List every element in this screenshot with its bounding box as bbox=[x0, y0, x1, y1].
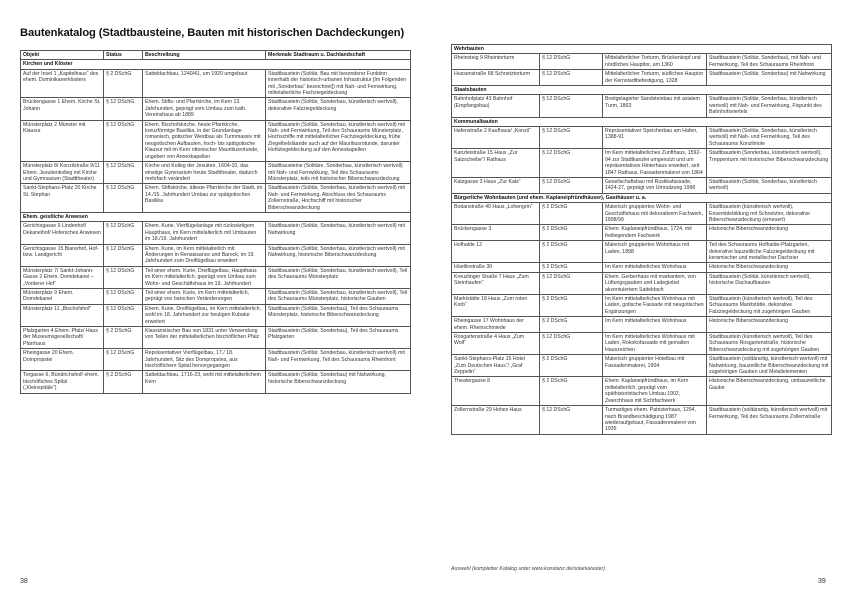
cell-beschreibung: Ehem. Kaplaneipfründhaus, 1724, mit freiliegendem Fachwerk bbox=[603, 225, 707, 241]
cell-merkmale: Stadtbaustein (Solitär, Sonderbau, künstlerisch wertvoll), Teil des Schauraums Münsterplatz, historische Gauben bbox=[266, 289, 411, 305]
cell-objekt: Bahnhofplatz 43 Bahnhof (Empfangsbau) bbox=[452, 95, 540, 117]
section-row bbox=[452, 45, 832, 54]
cell-objekt: Hüetlinstraße 30 bbox=[452, 263, 540, 272]
cell-beschreibung: Klassizistischer Bau von 1831 unter Verwendung von Teilen der mittelalterlichen bischöflichen Pfalz bbox=[143, 327, 266, 349]
page-title: Bautenkatalog (Stadtbausteine, Bauten mit historischen Dachdeckungen) bbox=[20, 27, 405, 39]
cell-status: § 2 DSchG bbox=[104, 327, 143, 349]
section-label: Kommunalbauten bbox=[452, 117, 832, 126]
table-row bbox=[452, 177, 832, 193]
cell-objekt: Sankt-Stephans-Platz 20 Kirche St. Stephan bbox=[21, 184, 104, 213]
cell-status: § 12 DSchG bbox=[540, 149, 603, 178]
table-row bbox=[21, 327, 411, 349]
cell-beschreibung: Im Kern mittelalterliches Wohnhaus mit Laden, gotische Fassade mit neugotischen Ergänzungen bbox=[603, 295, 707, 317]
cell-merkmale: Stadtbaustein (Solitär, Sonderbau, künstlerisch wertvoll) mit Nah- und Fernwirkung, Teil des Schauraums Münsterplatz, Hochschiffe mit mittelalterlicher Fachziegeldeckung, frühe Ziegelbelsläande auch auf der Mauritiusrotunde, darunter Hohlziegeldeckung auf den Annexkapellen bbox=[266, 120, 411, 161]
table-row bbox=[452, 225, 832, 241]
cell-status: § 2 DSchG bbox=[540, 241, 603, 263]
cell-beschreibung: Malerisch gruppierter Hotelbau mit Fassadenmalerei, 1904 bbox=[603, 355, 707, 377]
cell-merkmale: Stadtbaustein (solitärartig, künstlerisch wertvoll) mit Nahwirkung, bauzeitliche Biberschwanzdeckung mit zugehörigen Gauben und Metallelementen bbox=[707, 355, 832, 377]
cell-merkmale: Historische Biberschwanzdeckung bbox=[707, 263, 832, 272]
section-row bbox=[452, 193, 832, 202]
cell-beschreibung: Ehem. Kurie, Vierflügelanlage mit rückwärtigem Haupthaus, im Kern mittelalterlich mit Umbauten im 18./19. Jahrhundert bbox=[143, 222, 266, 244]
cell-objekt: Münsterplatz 11 „Bischofshof“ bbox=[21, 304, 104, 326]
cell-status: § 12 DSchG bbox=[104, 349, 143, 371]
cell-objekt: Pfalzgarten 4 Ehem. Pfalz/ Haus der Museumsgesellschaft/ Pfarrhaus bbox=[21, 327, 104, 349]
cell-objekt: Hofhalde 12 bbox=[452, 241, 540, 263]
cell-merkmale: Stadtbaustein (Solitär, Sonderbau), Teil des Schauraums Münsterplatz, historische Biberschwanzdeckung bbox=[266, 304, 411, 326]
table-row bbox=[21, 371, 411, 393]
cell-status: § 12 DSchG bbox=[104, 184, 143, 213]
table-row bbox=[452, 70, 832, 86]
cell-status: § 12 DSchG bbox=[104, 162, 143, 184]
cell-merkmale: Stadtbaustein (Solitär, Sonderbau, künstlerisch wertvoll) mit Nah- und Fernwirkung, Abschluss des Schauraums Zollernstraße, Hochschiff mit historischer Biberschwanzdeckung bbox=[266, 184, 411, 213]
cell-objekt: Brückengasse 1 Ehem. Kirche St. Johann bbox=[21, 98, 104, 120]
cell-merkmale: Stadtbaustein (Solitär, Sonderbau, künstlerisch wertvoll), dekorative Falzziegeldeckung bbox=[266, 98, 411, 120]
cell-status: § 12 DSchG bbox=[104, 289, 143, 305]
cell-beschreibung: Repräsentativer Vierflügelbau, 17./ 18. Jahrhundert, Sitz des Dompropstes, aus bischöflichem Spital hervorgegangen bbox=[143, 349, 266, 371]
cell-objekt: Torgasse 6, Bündrichshof/ ehem. bischöfliches Spital („Kleinspitäle“) bbox=[21, 371, 104, 393]
cell-beschreibung: Malerisch gruppiertes Wohn- und Geschäftshaus mit dekorativem Fachwerk, 1898/99 bbox=[603, 203, 707, 225]
cell-objekt: Sankt-Stephans-Platz 15 Hotel „Zum Deutschen Haus“/ „Graf Zeppelin“ bbox=[452, 355, 540, 377]
cell-status: § 12 DSchG bbox=[540, 177, 603, 193]
cell-merkmale: Stadtbaustein (Solitär, Sonderbau), mit Nah- und Fernwirkung, Teil des Schauraums Rheinfront bbox=[707, 54, 832, 70]
cell-objekt: Hafenstraße 2 Kaufhaus/ „Konzil“ bbox=[452, 127, 540, 149]
cell-merkmale: Stadtbaustein (Solitär, Sonderbau) mit Nahwirkung bbox=[707, 70, 832, 86]
cell-merkmale: Teil des Schauraums Hofhalde-Pfalzgarten, dekorative bauzeitliche Falzziegeldeckung mit keramischer und metallischer Dachzier bbox=[707, 241, 832, 263]
footnote: Auswahl (kompletter Katalog unter www.konstanz.de/solarkataster) bbox=[451, 566, 605, 572]
cell-status: § 12 DSchG bbox=[104, 304, 143, 326]
cell-status: § 12 DSchG bbox=[540, 54, 603, 70]
header-status: Status bbox=[104, 51, 143, 60]
table-row bbox=[452, 241, 832, 263]
cell-status: § 12 DSchG bbox=[540, 70, 603, 86]
cell-beschreibung: Im Kern mittelalterliches Wohnhaus mit Laden, Rokokofassade mit gemalten Hauszeichen bbox=[603, 333, 707, 355]
cell-beschreibung: Ehem. Gerberhaus mit markantem, von Lüftungsgauben und Ladegiebel akzentuiertem Satteldach bbox=[603, 272, 707, 294]
section-label: Bürgerliche Wohnbauten (und ehem. Kaplaneipfründhäuser), Gasthäuser u. a. bbox=[452, 193, 832, 202]
table-row bbox=[452, 95, 832, 117]
cell-beschreibung: Im Kern mittelalterliches Wohnhaus bbox=[603, 263, 707, 272]
page-number-right: 39 bbox=[818, 578, 826, 585]
cell-status: § 2 DSchG bbox=[540, 263, 603, 272]
cell-status: § 2 DSchG bbox=[104, 69, 143, 98]
table-body-right bbox=[452, 45, 832, 435]
cell-objekt: Rheinsteig 9 Rheintorturm bbox=[452, 54, 540, 70]
table-row bbox=[21, 184, 411, 213]
cell-objekt: Kreuzlinger Straße 7 Haus „Zum Steinhaufen“ bbox=[452, 272, 540, 294]
section-label: Wehrbauten bbox=[452, 45, 832, 54]
cell-objekt: Rosgartenstraße 4 Haus „Zum Wolf“ bbox=[452, 333, 540, 355]
section-label: Kirchen und Klöster bbox=[21, 60, 411, 69]
cell-objekt: Münsterplatz 8/ Konzilstraße 9/11 Ehem. Jesuitenkolleg mit Kirche und Gymnasium (Stadttheater) bbox=[21, 162, 104, 184]
cell-merkmale: Stadtbaustein (künstlerisch wertvoll), Teil des Schauraums Marktstätte, dekorative Falzziegeldeckung mit zugehörigen Gauben bbox=[707, 295, 832, 317]
cell-status: § 2 DSchG bbox=[540, 295, 603, 317]
table-row bbox=[21, 289, 411, 305]
cell-objekt: Münsterplatz 7/ Sankt-Johann-Gasse 2 Ehem. Domdekanei – „Vorderer Hof“ bbox=[21, 266, 104, 288]
cell-beschreibung: Gesellschaftsbau mit Rustikafassade, 1424-27, geprägt von Umnutzung 1998 bbox=[603, 177, 707, 193]
cell-status: § 2 DSchG bbox=[540, 317, 603, 333]
table-row bbox=[21, 162, 411, 184]
cell-beschreibung: Satteldachbau, 1240/41, um 1920 umgebaut bbox=[143, 69, 266, 98]
section-row bbox=[21, 212, 411, 221]
cell-merkmale: Historische Biberschwanzdeckung, umbauzeitliche Gaube bbox=[707, 377, 832, 406]
cell-beschreibung: Satteldachbau, 1716-23, wohl mit mittelalterlichem Kern bbox=[143, 371, 266, 393]
cell-objekt: Brückengasse 3 bbox=[452, 225, 540, 241]
cell-objekt: Gerichtsgasse 15 Biarerhof, Hof- bzw. Landgericht bbox=[21, 244, 104, 266]
table-row bbox=[452, 272, 832, 294]
cell-objekt: Rheingasse 17 Wohnhaus der ehem. Rheinschmiede bbox=[452, 317, 540, 333]
header-beschreibung: Beschreibung bbox=[143, 51, 266, 60]
cell-beschreibung: Mittelalterlicher Torturm, südliches Hauptor der Kernstadtbefestigung, 1328 bbox=[603, 70, 707, 86]
table-row bbox=[452, 317, 832, 333]
table-row bbox=[21, 266, 411, 288]
table-body-left bbox=[21, 60, 411, 393]
cell-beschreibung: Ehem. Stifts- und Pfarrkirche, im Kern 13. Jahrhundert, geprägt vom Umbau zum kath. Vereinshaus ab 1889 bbox=[143, 98, 266, 120]
table-row bbox=[452, 333, 832, 355]
cell-merkmale: Stadtbaustein (Solitär, Sonderbau), Teil des Schauraums Pfalzgarten bbox=[266, 327, 411, 349]
cell-beschreibung: Mittelalterlicher Torturm, Brückenkopf und nördliches Haupttor, um 1360 bbox=[603, 54, 707, 70]
table-row bbox=[452, 295, 832, 317]
cell-status: § 12 DSchG bbox=[104, 244, 143, 266]
cell-beschreibung: Kirche und Kolleg der Jesuiten, 1604-10, das einstige Gymnasium heute Stadttheater, dadurch mehrfach verändert bbox=[143, 162, 266, 184]
cell-merkmale: Stadtbaustein (Solitär, Sonderbau, künstlerisch wertvoll), Teil des Schauraums Münsterplatz bbox=[266, 266, 411, 288]
cell-merkmale: Stadtbaustein (Solitär, Sonderbau, künstlerisch wertvoll) mit Nah- und Fernwirkung, Fixpunkt des Bahnhofsviertels bbox=[707, 95, 832, 117]
cell-beschreibung: Ehem. Kurie, im Kern mittelalterlich mit Änderungen in Renaissance und Barock, im 19. Jahrhundert zum Dreiflügelbau erweitert bbox=[143, 244, 266, 266]
table-row bbox=[452, 355, 832, 377]
header-merkmale: Merkmale Stadtraum u. Dachlandschaft bbox=[266, 51, 411, 60]
catalog-table-right bbox=[451, 44, 832, 435]
cell-beschreibung: Ehem. Kaplaneipfründhaus, im Kern mittelalterlich, geprägt vom späthistoristischen Umbau 1902, Zwerchhaus mit Sichtfachwerk bbox=[603, 377, 707, 406]
cell-beschreibung: Ehem. Stiftskirche, älteste Pfarrkirche der Stadt, im 14./15. Jahrhundert Umbau zur spätgotischen Basilika bbox=[143, 184, 266, 213]
table-row bbox=[21, 120, 411, 161]
cell-status: § 12 DSchG bbox=[540, 272, 603, 294]
cell-objekt: Münsterplatz 2 Münster mit Klausur bbox=[21, 120, 104, 161]
cell-objekt: Münsterplatz 9 Ehem. Domdekanei bbox=[21, 289, 104, 305]
section-row bbox=[21, 60, 411, 69]
cell-merkmale: Historische Biberschwanzdeckung bbox=[707, 225, 832, 241]
cell-merkmale: Stadtbaustein (Sonderbau, künstlerisch wertvoll), Treppenturm mit historischer Biberschwanzdeckung bbox=[707, 149, 832, 178]
right-page bbox=[424, 0, 848, 600]
page-number-left: 38 bbox=[20, 578, 28, 585]
cell-merkmale: Stadtbaustein (Solitär, Sonderbau) mit Nahwirkung, historische Biberschwanzdeckung bbox=[266, 371, 411, 393]
section-row bbox=[452, 117, 832, 126]
table-row bbox=[21, 244, 411, 266]
table-row bbox=[21, 98, 411, 120]
cell-merkmale: Stadtbaustein (Solitär, Sonderbau, künstlerisch wertvoll) bbox=[707, 177, 832, 193]
cell-merkmale: Stadtbaustein (künstlerisch wertvoll), Teil des Schauraums Rosgartenstraße, historische Biberschwanzdeckung mit zugehörigen Gauben bbox=[707, 333, 832, 355]
catalog-table-left bbox=[20, 50, 411, 394]
cell-status: § 12 DSchG bbox=[540, 406, 603, 435]
cell-beschreibung: Teil einer ehem. Kurie, im Kern mittelalterlich, geprägt von barocken Veränderungen bbox=[143, 289, 266, 305]
cell-status: § 2 DSchG bbox=[540, 203, 603, 225]
cell-status: § 12 DSchG bbox=[104, 120, 143, 161]
cell-merkmale: Stadtbaustein (Solitär, Sonderbau, künstlerisch wertvoll) mit Nah- und Fernwirkung, Teil des Schauraums Rheinfront bbox=[266, 349, 411, 371]
cell-objekt: Zollernstraße 29 Hohes Haus bbox=[452, 406, 540, 435]
section-label: Ehem. geistliche Anwesen bbox=[21, 212, 411, 221]
cell-status: § 12 DSchG bbox=[104, 98, 143, 120]
cell-status: § 2 DSchG bbox=[540, 225, 603, 241]
cell-merkmale: Stadtbaustein (künstlerisch wertvoll), Ensemblebildung mit Schnetztor, dekorative Biberschwanzdeckung (erneuert) bbox=[707, 203, 832, 225]
cell-objekt: Bodanstraße 40 Haus „Lohengrin“ bbox=[452, 203, 540, 225]
cell-merkmale: Stadtbaustein (Solitär, Sonderbau, künstlerisch wertvoll) mit Nahwirkung, historische Biberschwanzdeckung bbox=[266, 244, 411, 266]
header-objekt: Objekt bbox=[21, 51, 104, 60]
cell-objekt: Gerichtsgasse 9 Lindenhof/ Dekaneihof/ Hofersches Anwesen bbox=[21, 222, 104, 244]
cell-beschreibung: Ehem. Bischofskirche, heute Pfarrkirche, kreuzförmige Basilika, in der Grundanlage romanisch, gotischer Westbau als Turmmassiv mit neugotischen Aufbauten, hoch- bis spätgotische Klausur mit im Kern ottonischer Mauritiusrotunde, ungeben von Annexkapellen bbox=[143, 120, 266, 161]
table-row bbox=[452, 203, 832, 225]
section-label: Staatsbauten bbox=[452, 86, 832, 95]
cell-beschreibung: Breitgelagerter Sandsteinbau mit axialem Turm, 1863 bbox=[603, 95, 707, 117]
table-header-row bbox=[21, 51, 411, 60]
cell-status: § 12 DSchG bbox=[540, 95, 603, 117]
cell-status: § 12 DSchG bbox=[540, 333, 603, 355]
table-row bbox=[21, 222, 411, 244]
cell-merkmale: Stadtbaustein (Solitär, Bau mit besonderer Funktion innerhalb der historisch-urbanen Infrastruktur [Im Folgenden mit „Sonderbau“ bezeichnet]) mit Nah- und Fernwirkung, mittelalterliche Fachziegeldeckung bbox=[266, 69, 411, 98]
cell-objekt: Katzgasse 3 Haus „Zur Katz“ bbox=[452, 177, 540, 193]
cell-merkmale: Stadtbaustein (solitärartig, künstlerisch wertvoll) mit Fernwirkung, Teil des Schauraums Zollernstraße bbox=[707, 406, 832, 435]
cell-objekt: Auf der Insel 1 „Kapitelhaus“ des ehem. Dominikanerklosters bbox=[21, 69, 104, 98]
cell-beschreibung: Turmartiges ehem. Patrizierhaus, 1294, nach Brandbeschädigung 1987 wiederaufgebaut, Fassadenmalerei von 1935 bbox=[603, 406, 707, 435]
cell-beschreibung: Ehem. Kurie, Dreiflügelbau, im Kern mittelalterlich, wohl im 18. Jahrhundert zur heutigen Kubatur erweitert bbox=[143, 304, 266, 326]
cell-merkmale: Stadtbaustein (Solitär, künstlerisch wertvoll), historische Dachaufbauten bbox=[707, 272, 832, 294]
cell-status: § 2 DSchG bbox=[104, 371, 143, 393]
table-row bbox=[452, 149, 832, 178]
cell-status: § 2 DSchG bbox=[540, 377, 603, 406]
cell-beschreibung: Im Kern mittelalterliches Zunfthaus, 1592-94 zur Stadtkanzlei umgenutzt und um repräsentatives Hinterhaus erweitert, seit 1847 Rathaus, Fassadenmalerei von 1864 bbox=[603, 149, 707, 178]
section-row bbox=[452, 86, 832, 95]
table-row bbox=[21, 69, 411, 98]
table-row bbox=[21, 349, 411, 371]
cell-objekt: Theatergasse 8 bbox=[452, 377, 540, 406]
cell-merkmale: Stadtbausteine (Solitäre, Sonderbau, künstlerisch wertvoll) mit Nah- und Fernwirkung, Teil des Schauraums Münsterplatz, teils mit historischer Biberschwanzdeckung bbox=[266, 162, 411, 184]
cell-beschreibung: Teil einer ehem. Kurie, Dreiflügelbau, Haupthaus im Kern mittelalterlich, geprägt vom Umbau zum Wohn- und Geschäftshaus im 19. Jahrhundert bbox=[143, 266, 266, 288]
cell-merkmale: Stadtbaustein (Solitär, Sonderbau, künstlerisch wertvoll) mit Nahwirkung bbox=[266, 222, 411, 244]
cell-objekt: Rheingasse 20 Ehem. Dompropstei bbox=[21, 349, 104, 371]
table-row bbox=[452, 263, 832, 272]
cell-status: § 12 DSchG bbox=[540, 127, 603, 149]
cell-status: § 12 DSchG bbox=[104, 222, 143, 244]
cell-objekt: Kanzleistraße 15 Haus „Zur Salzscheibe“/ Rathaus bbox=[452, 149, 540, 178]
cell-merkmale: Stadtbaustein (Solitär, Sonderbau, künstlerisch wertvoll) mit Nah- und Fernwirkung, Teil des Schauraums Konzilmole bbox=[707, 127, 832, 149]
cell-objekt: Hussenstraße 68 Schnetztorturm bbox=[452, 70, 540, 86]
cell-beschreibung: Malerisch gruppiertes Wohnhaus mit Laden, 1898 bbox=[603, 241, 707, 263]
table-row bbox=[21, 304, 411, 326]
table-row bbox=[452, 377, 832, 406]
cell-objekt: Marktstätte 18 Haus „Zum roten Korb“ bbox=[452, 295, 540, 317]
cell-status: § 12 DSchG bbox=[104, 266, 143, 288]
cell-beschreibung: Repräsentativer Speicherbau am Hafen, 1388-91 bbox=[603, 127, 707, 149]
cell-merkmale: Historische Biberschwanzdeckung bbox=[707, 317, 832, 333]
table-row bbox=[452, 127, 832, 149]
table-row bbox=[452, 406, 832, 435]
cell-status: § 2 DSchG bbox=[540, 355, 603, 377]
cell-beschreibung: Im Kern mittelalterliches Wohnhaus bbox=[603, 317, 707, 333]
table-row bbox=[452, 54, 832, 70]
